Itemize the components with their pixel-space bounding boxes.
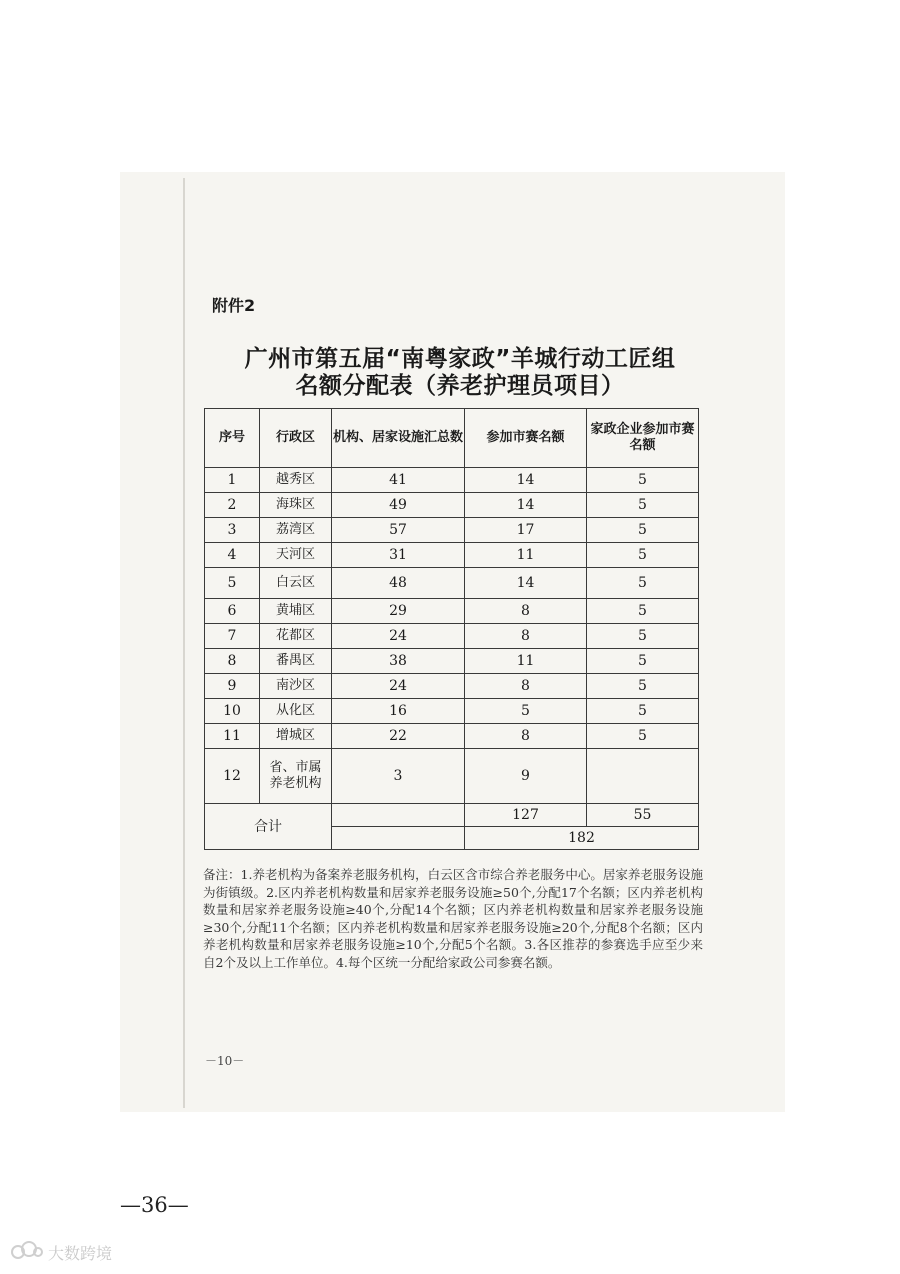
cell-company-quota: 5 — [587, 624, 699, 649]
cell-company-quota: 5 — [587, 568, 699, 599]
cell-quota: 8 — [465, 599, 587, 624]
cell-quota: 5 — [465, 699, 587, 724]
total-quota: 127 — [465, 804, 587, 827]
cell-facility-count: 24 — [332, 674, 465, 699]
cell-quota: 14 — [465, 493, 587, 518]
cell-district: 白云区 — [260, 568, 332, 599]
cell-serial-number: 2 — [205, 493, 260, 518]
attachment-label: 附件2 — [212, 296, 256, 315]
cell-district: 荔湾区 — [260, 518, 332, 543]
watermark — [10, 1240, 112, 1264]
header-city-contest-quota: 参加市赛名额 — [465, 409, 587, 468]
cell-district: 天河区 — [260, 543, 332, 568]
cell-district: 花都区 — [260, 624, 332, 649]
cell-quota: 17 — [465, 518, 587, 543]
page-binding-edge — [183, 178, 185, 1108]
header-serial-number: 序号 — [205, 409, 260, 468]
table-row — [205, 724, 699, 749]
cell-facility-count: 16 — [332, 699, 465, 724]
cell-facility-count: 22 — [332, 724, 465, 749]
cell-quota: 11 — [465, 649, 587, 674]
cell-facility-count: 48 — [332, 568, 465, 599]
watermark-text: 大数跨境 — [48, 1243, 113, 1263]
cell-serial-number: 6 — [205, 599, 260, 624]
table-row — [205, 599, 699, 624]
cell-facility-count: 3 — [332, 749, 465, 804]
total-facility-count — [332, 804, 465, 827]
cell-company-quota: 5 — [587, 724, 699, 749]
grand-total-spacer — [332, 827, 465, 850]
cell-serial-number: 12 — [205, 749, 260, 804]
grand-total: 182 — [465, 827, 699, 850]
cell-serial-number: 7 — [205, 624, 260, 649]
header-company-quota: 家政企业参加市赛名额 — [587, 409, 699, 468]
cell-serial-number: 4 — [205, 543, 260, 568]
cell-district: 番禺区 — [260, 649, 332, 674]
cell-company-quota — [587, 749, 699, 804]
cell-company-quota: 5 — [587, 518, 699, 543]
cell-facility-count: 41 — [332, 468, 465, 493]
cell-serial-number: 8 — [205, 649, 260, 674]
cell-district: 黄埔区 — [260, 599, 332, 624]
cell-quota: 9 — [465, 749, 587, 804]
cell-serial-number: 11 — [205, 724, 260, 749]
cell-facility-count: 24 — [332, 624, 465, 649]
cell-district: 越秀区 — [260, 468, 332, 493]
cell-district: 省、市属养老机构 — [260, 749, 332, 804]
table-row — [205, 624, 699, 649]
cell-company-quota: 5 — [587, 493, 699, 518]
cell-serial-number: 1 — [205, 468, 260, 493]
header-district: 行政区 — [260, 409, 332, 468]
notes-paragraph: 备注：1.养老机构为备案养老服务机构，白云区含市综合养老服务中心。居家养老服务设施为街镇级。2.区内养老机构数量和居家养老服务设施≥50个,分配17个名额；区内养老机构数量和居家养老服务设施≥40个,分配14个名额；区内养老机构数量和居家养老服务设施≥30个,分配11个名额；区内养老机构数量和居家养老服务设施≥20个,分配8个名额；区内养老机构数量和居家养老服务设施≥10个,分配5个名额。3.各区推荐的参赛选手应至少来自2个及以上工作单位。4.每个区统一分配给家政公司参赛名额。 — [203, 867, 703, 970]
total-label: 合计 — [205, 804, 332, 850]
outer-page-number: —36— — [120, 1193, 189, 1217]
inner-page-number: －10－ — [205, 1054, 245, 1068]
watermark-logo-icon — [10, 1240, 44, 1264]
cell-quota: 14 — [465, 568, 587, 599]
table-row — [205, 568, 699, 599]
cell-district: 增城区 — [260, 724, 332, 749]
cell-facility-count: 57 — [332, 518, 465, 543]
cell-quota: 8 — [465, 724, 587, 749]
cell-company-quota: 5 — [587, 699, 699, 724]
table-row — [205, 699, 699, 724]
cell-serial-number: 5 — [205, 568, 260, 599]
header-facility-count: 机构、居家设施汇总数 — [332, 409, 465, 468]
cell-company-quota: 5 — [587, 674, 699, 699]
document-title-line-2: 名额分配表（养老护理员项目） — [295, 373, 625, 399]
cell-company-quota: 5 — [587, 543, 699, 568]
cell-facility-count: 38 — [332, 649, 465, 674]
cell-quota: 11 — [465, 543, 587, 568]
cell-serial-number: 9 — [205, 674, 260, 699]
cell-district: 从化区 — [260, 699, 332, 724]
table-row — [205, 518, 699, 543]
table-row — [205, 649, 699, 674]
total-row — [205, 804, 699, 827]
cell-company-quota: 5 — [587, 649, 699, 674]
cell-serial-number: 10 — [205, 699, 260, 724]
table-row — [205, 749, 699, 804]
table-row — [205, 674, 699, 699]
cell-quota: 8 — [465, 674, 587, 699]
cell-facility-count: 29 — [332, 599, 465, 624]
document-title-line-1: 广州市第五届“南粤家政”羊城行动工匠组 — [244, 346, 676, 372]
cell-company-quota: 5 — [587, 468, 699, 493]
cell-facility-count: 31 — [332, 543, 465, 568]
total-company-quota: 55 — [587, 804, 699, 827]
cell-quota: 8 — [465, 624, 587, 649]
cell-serial-number: 3 — [205, 518, 260, 543]
table-row — [205, 468, 699, 493]
table-row — [205, 493, 699, 518]
cell-district: 南沙区 — [260, 674, 332, 699]
table-row — [205, 543, 699, 568]
cell-facility-count: 49 — [332, 493, 465, 518]
cell-quota: 14 — [465, 468, 587, 493]
cell-company-quota: 5 — [587, 599, 699, 624]
quota-allocation-table — [204, 408, 699, 850]
table-header-row — [205, 409, 699, 468]
cell-district: 海珠区 — [260, 493, 332, 518]
